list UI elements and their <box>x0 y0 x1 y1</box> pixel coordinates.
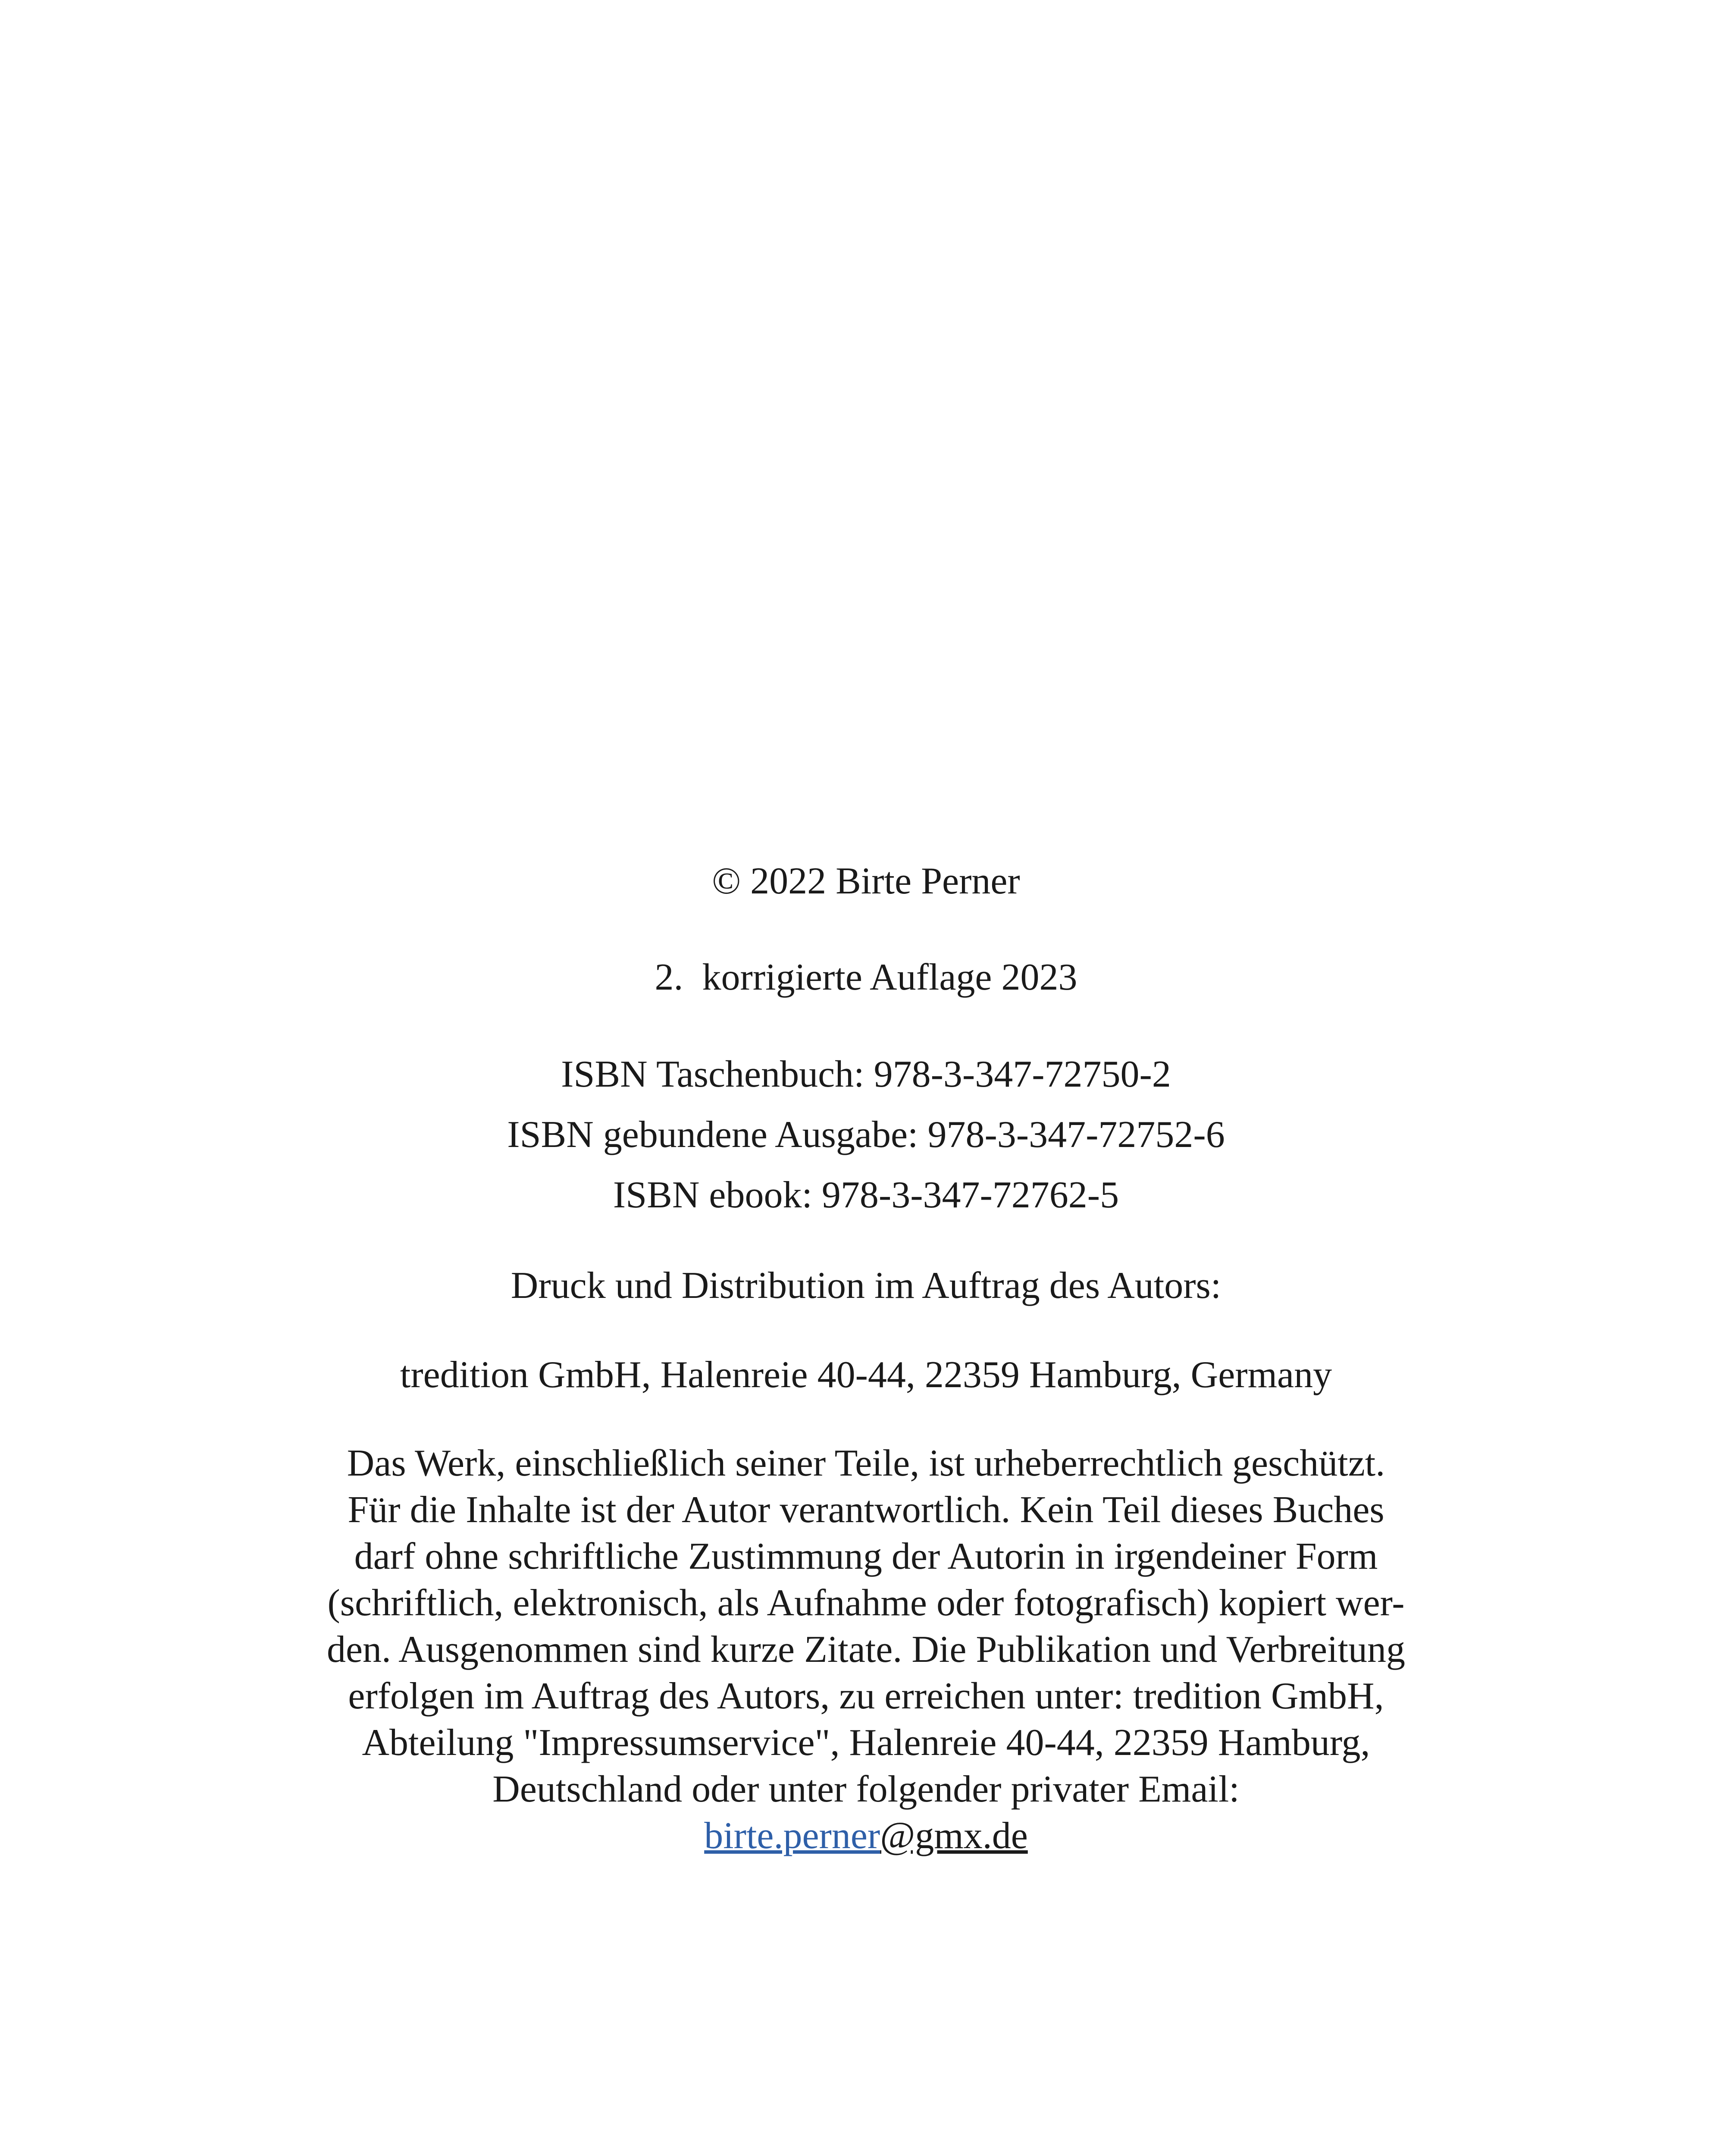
copyright-notice: © 2022 Birte Perner <box>712 860 1020 902</box>
legal-line: erfolgen im Auftrag des Autors, zu erreichen unter: tredition GmbH, <box>348 1675 1384 1717</box>
legal-line: den. Ausgenommen sind kurze Zitate. Die Publikation und Verbreitung <box>326 1629 1406 1670</box>
legal-notice <box>0 1440 1732 1859</box>
edition-text: korrigierte Auflage 2023 <box>702 956 1077 998</box>
print-distribution-note: Druck und Distribution im Auftrag des Autors: <box>511 1265 1221 1307</box>
legal-line: Für die Inhalte ist der Autor verantwortlich. Kein Teil dieses Buches <box>348 1489 1384 1531</box>
publisher-address: tredition GmbH, Halenreie 40-44, 22359 Hamburg, Germany <box>400 1354 1332 1396</box>
legal-line: (schriftlich, elektronisch, als Aufnahme oder fotografisch) kopiert wer- <box>327 1582 1405 1624</box>
email-line <box>0 1813 1732 1859</box>
legal-line: darf ohne schriftliche Zustimmung der Autorin in irgendeiner Form <box>354 1536 1378 1577</box>
legal-line: Deutschland oder unter folgender privater Email: <box>492 1768 1240 1810</box>
legal-line: Das Werk, einschließlich seiner Teile, ist urheberrechtlich geschützt. <box>347 1442 1385 1484</box>
legal-line: Abteilung "Impressumservice", Halenreie 40-44, 22359 Hamburg, <box>362 1722 1370 1764</box>
isbn-paperback: ISBN Taschenbuch: 978-3-347-72750-2 <box>561 1053 1171 1095</box>
edition-number: 2. <box>655 956 683 998</box>
edition-notice <box>0 954 1732 1001</box>
email-link[interactable]: birte.perner <box>704 1815 880 1857</box>
isbn-hardcover: ISBN gebundene Ausgabe: 978-3-347-72752-6 <box>507 1114 1225 1156</box>
isbn-ebook: ISBN ebook: 978-3-347-72762-5 <box>613 1174 1119 1216</box>
email-domain: @gmx.de <box>880 1815 1028 1857</box>
